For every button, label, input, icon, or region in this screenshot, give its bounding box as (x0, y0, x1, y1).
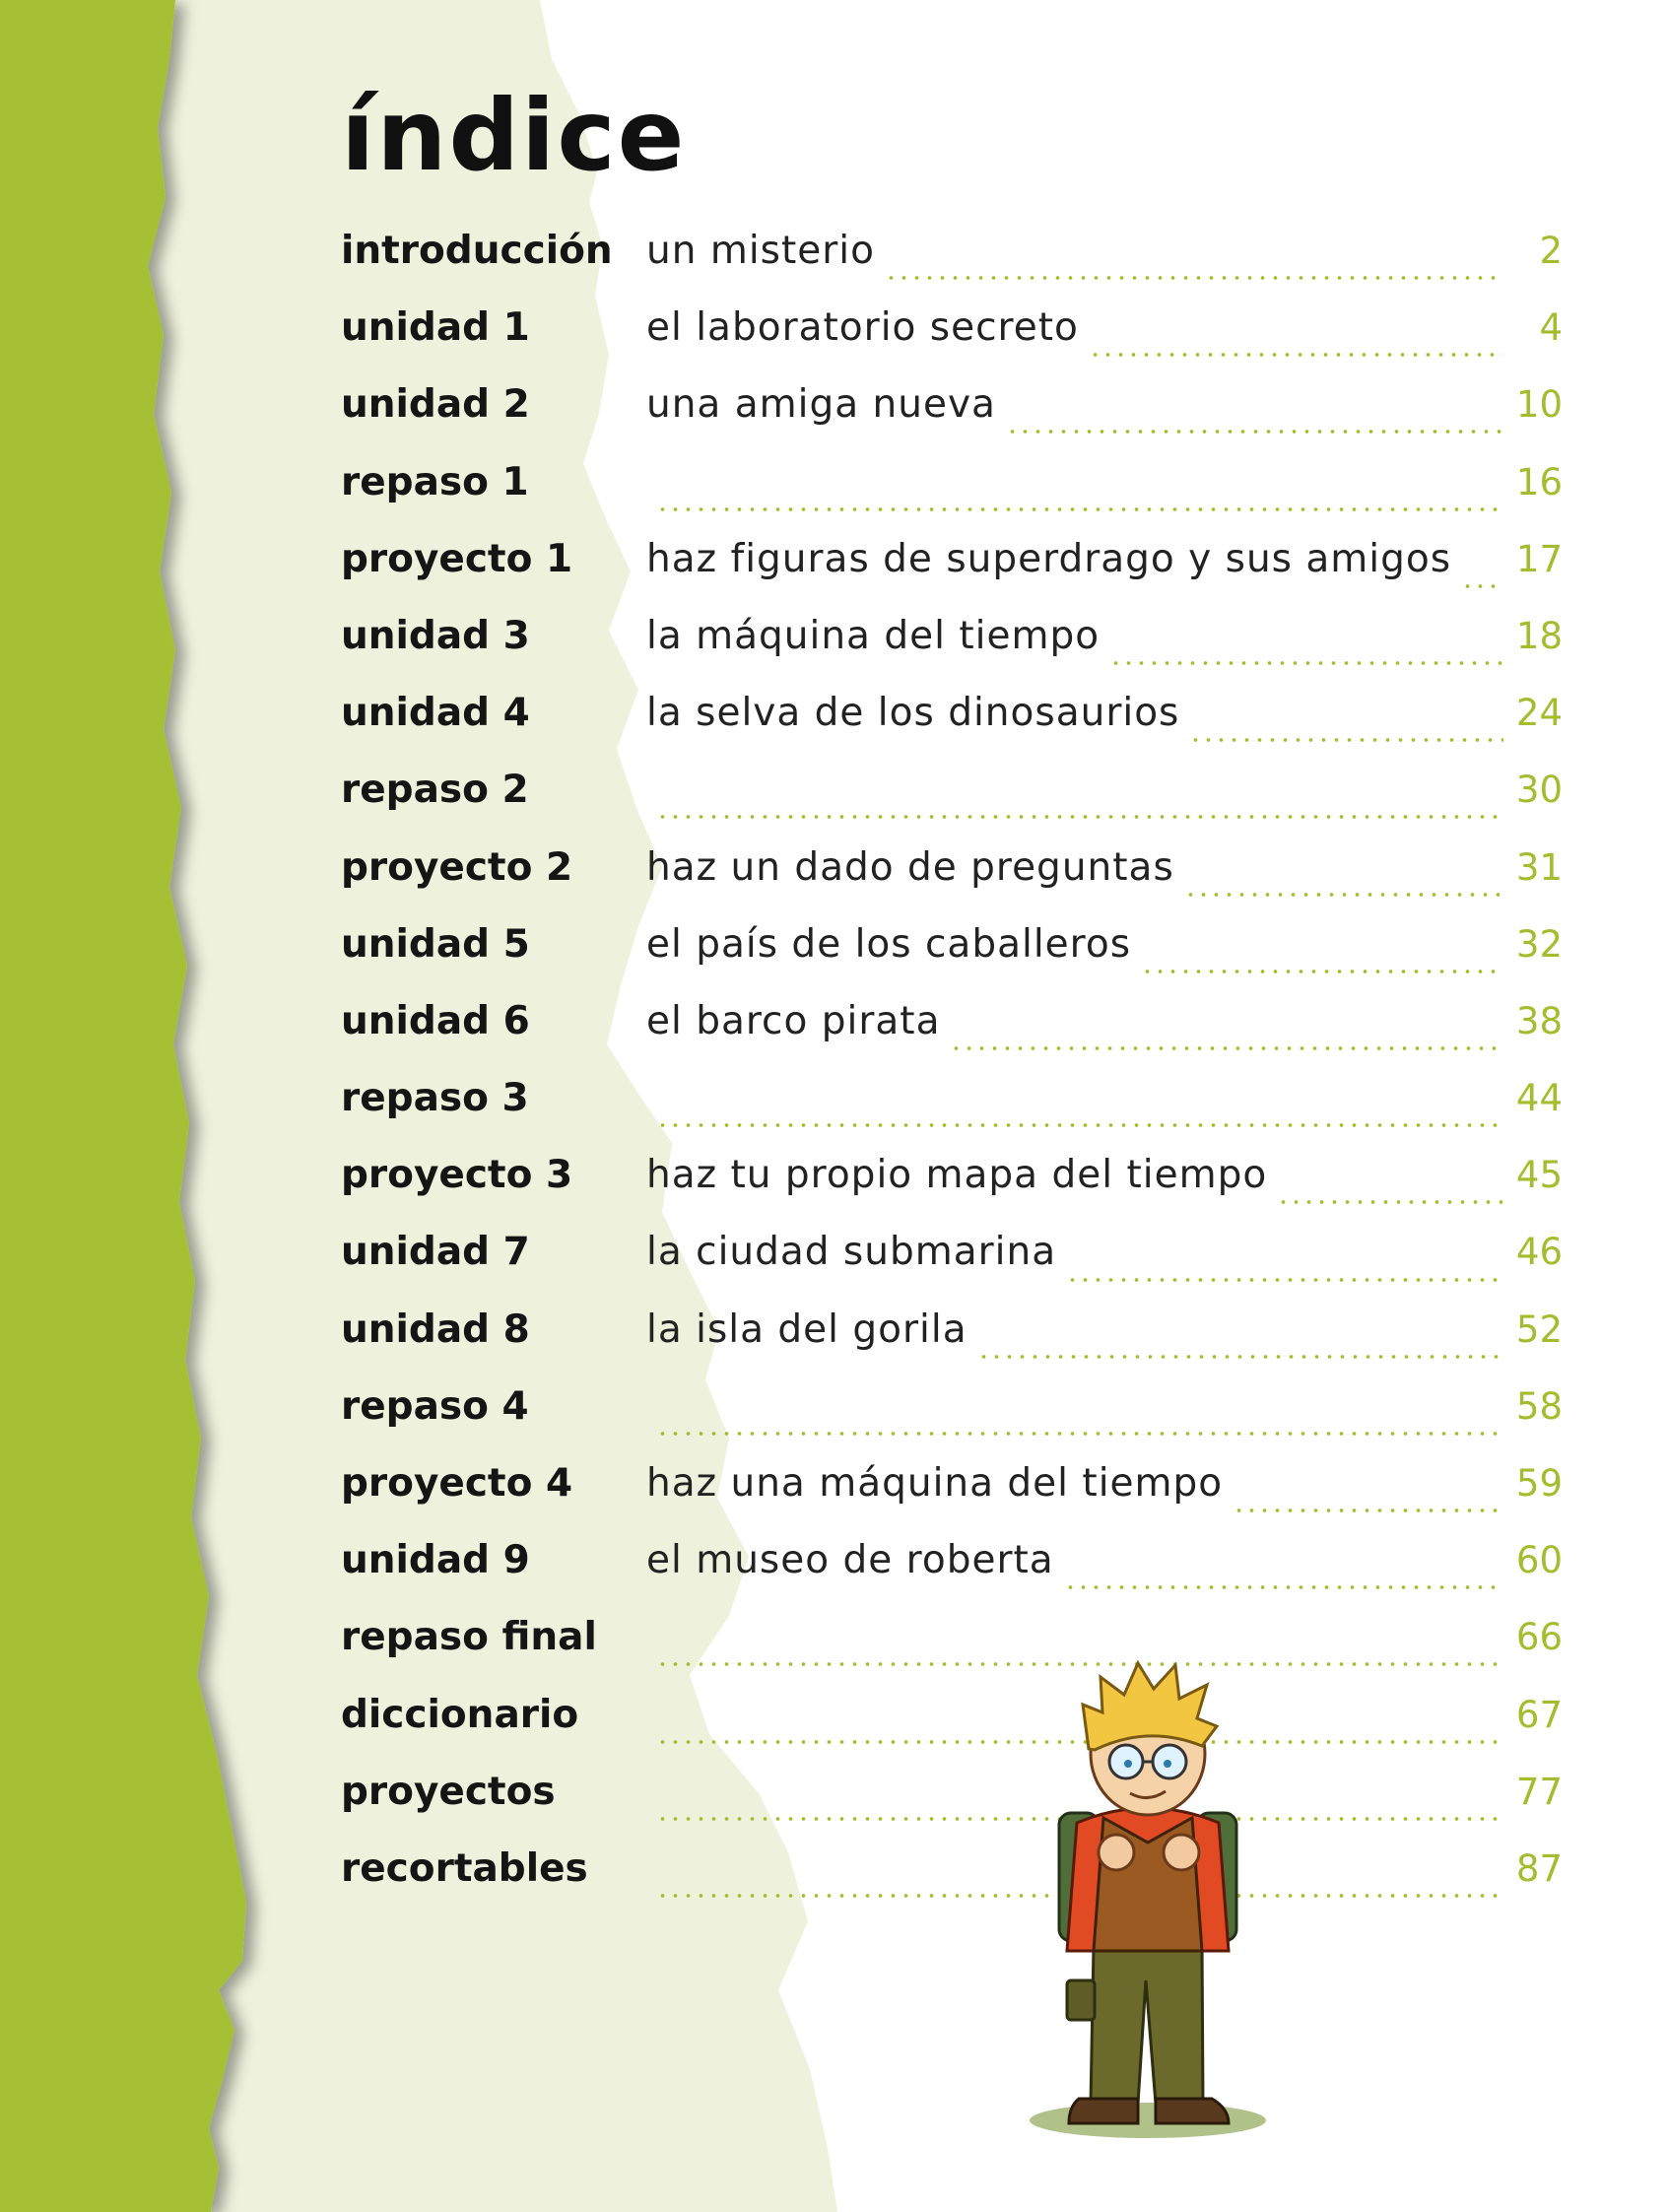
toc-entry-title: haz tu propio mapa del tiempo (646, 1153, 1268, 1198)
toc-row (341, 460, 1563, 537)
toc-section-label: unidad 5 (341, 921, 530, 967)
toc-entry-title: el museo de roberta (646, 1538, 1054, 1583)
table-of-contents (341, 229, 1563, 1923)
toc-entry-title: el barco pirata (646, 998, 941, 1043)
toc-dot-leader (1064, 1584, 1503, 1590)
toc-row (341, 1846, 1563, 1923)
toc-row (341, 691, 1563, 768)
toc-page-number: 44 (1515, 1077, 1563, 1120)
toc-section-label: unidad 9 (341, 1538, 530, 1583)
toc-dot-leader (656, 1431, 1503, 1437)
toc-section-label: repaso 2 (341, 768, 529, 813)
toc-section-label: unidad 7 (341, 1230, 530, 1275)
toc-section-label: proyecto 2 (341, 844, 573, 890)
toc-page-number: 24 (1515, 692, 1563, 735)
toc-row (341, 305, 1563, 382)
toc-entry-title: el laboratorio secreto (646, 305, 1079, 351)
toc-row (341, 1076, 1563, 1153)
toc-row (341, 1307, 1563, 1384)
toc-row (341, 1461, 1563, 1538)
toc-section-label: introducción (341, 229, 613, 273)
toc-dot-leader (1066, 1277, 1503, 1283)
toc-page-number: 87 (1515, 1846, 1563, 1890)
toc-dot-leader (1184, 892, 1503, 898)
toc-row (341, 999, 1563, 1076)
toc-page-number: 66 (1515, 1616, 1563, 1659)
toc-row (341, 1693, 1563, 1770)
toc-section-label: unidad 4 (341, 691, 530, 736)
toc-page-number: 45 (1515, 1154, 1563, 1197)
page-title: índice (341, 78, 687, 193)
toc-dot-leader (1233, 1508, 1503, 1513)
toc-page-number: 2 (1539, 230, 1563, 272)
toc-section-label: proyectos (341, 1769, 556, 1814)
toc-section-label: proyecto 1 (341, 536, 573, 581)
toc-dot-leader (656, 1122, 1503, 1128)
toc-section-label: diccionario (341, 1692, 579, 1737)
toc-dot-leader (950, 1045, 1503, 1051)
toc-section-label: repaso 3 (341, 1076, 529, 1121)
toc-row (341, 922, 1563, 999)
toc-row (341, 845, 1563, 922)
toc-page-number: 67 (1515, 1693, 1563, 1736)
toc-entry-title: haz figuras de superdrago y sus amigos (646, 536, 1452, 581)
toc-section-label: proyecto 4 (341, 1461, 573, 1506)
toc-dot-leader (885, 275, 1503, 281)
toc-entry-title: haz un dado de preguntas (646, 844, 1174, 890)
toc-entry-title: un misterio (646, 229, 875, 273)
toc-page-number: 31 (1515, 845, 1563, 889)
toc-section-label: repaso final (341, 1615, 597, 1660)
toc-page-number: 32 (1515, 922, 1563, 966)
toc-section-label: repaso 4 (341, 1383, 529, 1429)
toc-page-number: 10 (1515, 383, 1563, 427)
toc-dot-leader (1141, 969, 1503, 974)
toc-dot-leader (656, 506, 1503, 512)
toc-section-label: unidad 1 (341, 305, 530, 351)
toc-page-number: 58 (1515, 1384, 1563, 1428)
toc-page-number: 60 (1515, 1539, 1563, 1582)
toc-dot-leader (656, 814, 1503, 820)
toc-row (341, 1770, 1563, 1846)
toc-page-number: 59 (1515, 1462, 1563, 1505)
toc-entry-title: la ciudad submarina (646, 1230, 1057, 1275)
toc-section-label: unidad 6 (341, 998, 530, 1043)
toc-entry-title: haz una máquina del tiempo (646, 1461, 1224, 1506)
toc-entry-title: la máquina del tiempo (646, 613, 1101, 658)
toc-row (341, 1615, 1563, 1692)
toc-entry-title: la isla del gorila (646, 1307, 967, 1352)
toc-dot-leader (1189, 737, 1503, 743)
toc-row (341, 1230, 1563, 1307)
toc-page-number: 18 (1515, 614, 1563, 657)
toc-row (341, 229, 1563, 305)
toc-page-number: 4 (1539, 306, 1563, 350)
toc-dot-leader (1277, 1199, 1503, 1205)
toc-row (341, 382, 1563, 459)
toc-page-number: 38 (1515, 999, 1563, 1042)
toc-dot-leader (1006, 429, 1503, 435)
toc-row (341, 1384, 1563, 1461)
toc-section-label: unidad 8 (341, 1307, 530, 1352)
toc-dot-leader (1461, 583, 1503, 589)
toc-page-number: 30 (1515, 769, 1563, 812)
toc-entry-title: una amiga nueva (646, 382, 996, 428)
toc-row (341, 537, 1563, 614)
toc-section-label: repaso 1 (341, 459, 529, 504)
toc-entry-title: la selva de los dinosaurios (646, 691, 1180, 736)
toc-page-number: 52 (1515, 1307, 1563, 1351)
toc-row (341, 1538, 1563, 1615)
toc-section-label: proyecto 3 (341, 1153, 573, 1198)
toc-entry-title: el país de los caballeros (646, 921, 1132, 967)
toc-section-label: recortables (341, 1845, 588, 1891)
toc-page-number: 17 (1515, 537, 1563, 580)
toc-section-label: unidad 3 (341, 613, 530, 658)
toc-section-label: unidad 2 (341, 382, 530, 428)
toc-dot-leader (977, 1354, 1503, 1360)
toc-page-number: 77 (1515, 1770, 1563, 1813)
toc-dot-leader (1089, 352, 1503, 358)
toc-page-number: 46 (1515, 1231, 1563, 1274)
toc-dot-leader (1109, 660, 1503, 666)
toc-row (341, 768, 1563, 844)
toc-page-number: 16 (1515, 460, 1563, 503)
toc-row (341, 614, 1563, 691)
toc-row (341, 1153, 1563, 1230)
boy-character-illustration (1000, 1655, 1296, 2148)
